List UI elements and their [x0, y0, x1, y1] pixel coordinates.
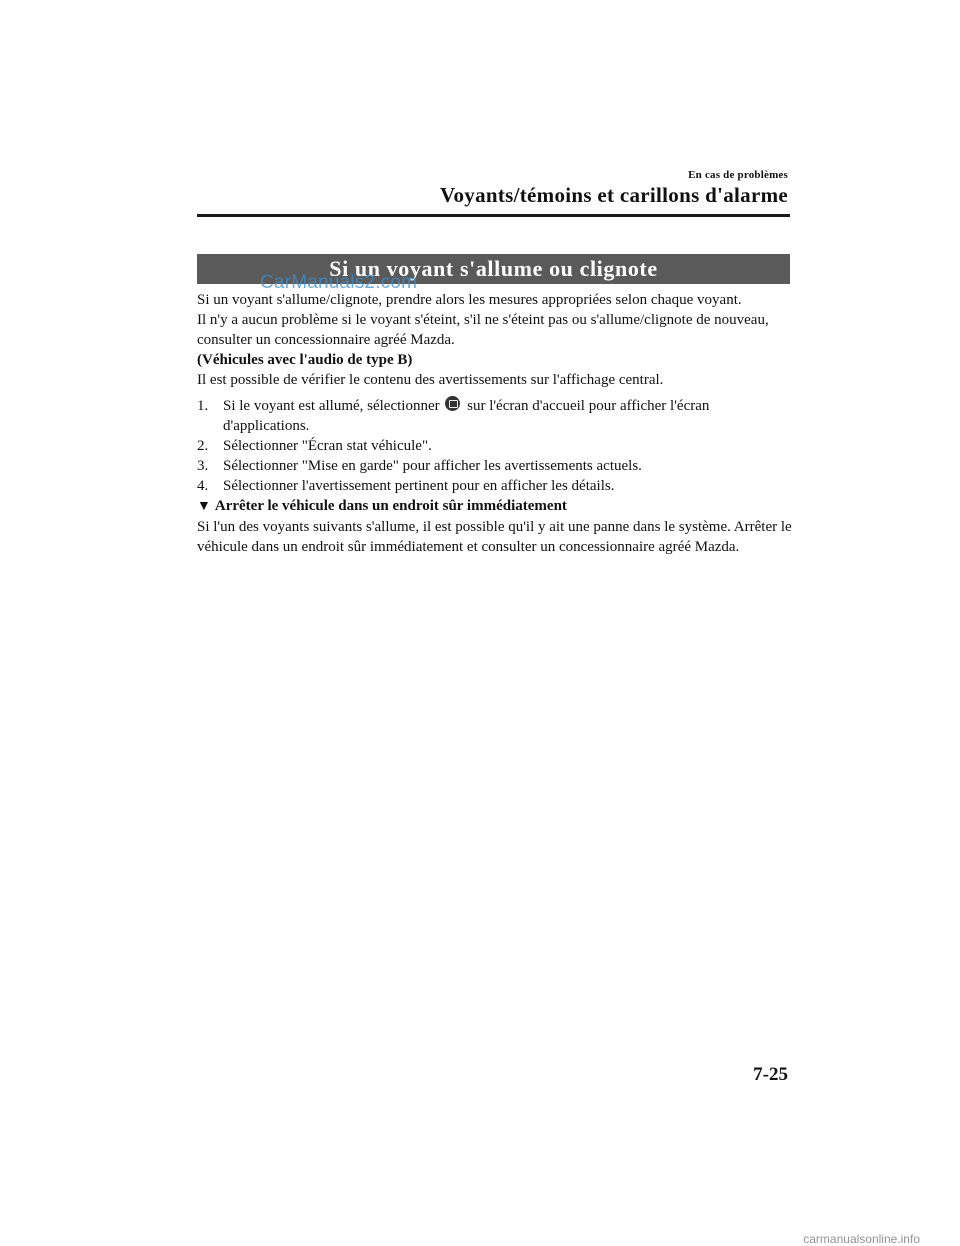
chapter-label: En cas de problèmes — [688, 169, 788, 181]
home-icon — [445, 396, 460, 411]
subheading: ▼ Arrêter le véhicule dans un endroit sûr immédiatement — [197, 498, 567, 514]
step-number: 1. — [197, 398, 209, 414]
section-title: Voyants/témoins et carillons d'alarme — [439, 183, 788, 207]
step-number: 3. — [197, 458, 209, 474]
intro-paragraph-1: Si un voyant s'allume/clignote, prendre alors les mesures appropriées selon chaque voyant. — [197, 292, 742, 308]
step-text: Sélectionner "Mise en garde" pour afficher les avertissements actuels. — [223, 458, 642, 474]
list-item — [197, 436, 797, 456]
section-banner: Si un voyant s'allume ou clignote — [197, 254, 790, 284]
page-number: 7-25 — [753, 1064, 788, 1085]
content — [197, 290, 797, 557]
warning-paragraph: Si l'un des voyants suivants s'allume, il est possible qu'il y ait une panne dans le système. Arrêter le véhicule dans un endroit sûr immédiatement et consulter un concessionnaire agréé Mazda. — [197, 519, 792, 555]
list-item — [197, 456, 797, 476]
step-number: 4. — [197, 478, 209, 494]
footer-source: carmanualsonline.info — [803, 1232, 920, 1246]
note-text: Il est possible de vérifier le contenu des avertissements sur l'affichage central. — [197, 372, 664, 388]
step-number: 2. — [197, 438, 209, 454]
step-text: Si le voyant est allumé, sélectionner sur l'écran d'accueil pour afficher l'écran d'applications. — [223, 398, 710, 434]
steps-list — [197, 396, 797, 496]
step-text: Sélectionner "Écran stat véhicule". — [223, 438, 432, 454]
step-text: Sélectionner l'avertissement pertinent pour en afficher les détails. — [223, 478, 615, 494]
watermark: CarManuals2.com — [260, 272, 418, 293]
header-rule — [197, 214, 790, 217]
list-item — [197, 476, 797, 496]
note-heading: (Véhicules avec l'audio de type B) — [197, 352, 413, 368]
triangle-marker-icon: ▼ — [197, 499, 211, 514]
intro-paragraph-2: Il n'y a aucun problème si le voyant s'éteint, s'il ne s'éteint pas ou s'allume/clignote de nouveau, consulter un concessionnaire agréé Mazda. — [197, 312, 769, 348]
list-item — [197, 396, 797, 436]
